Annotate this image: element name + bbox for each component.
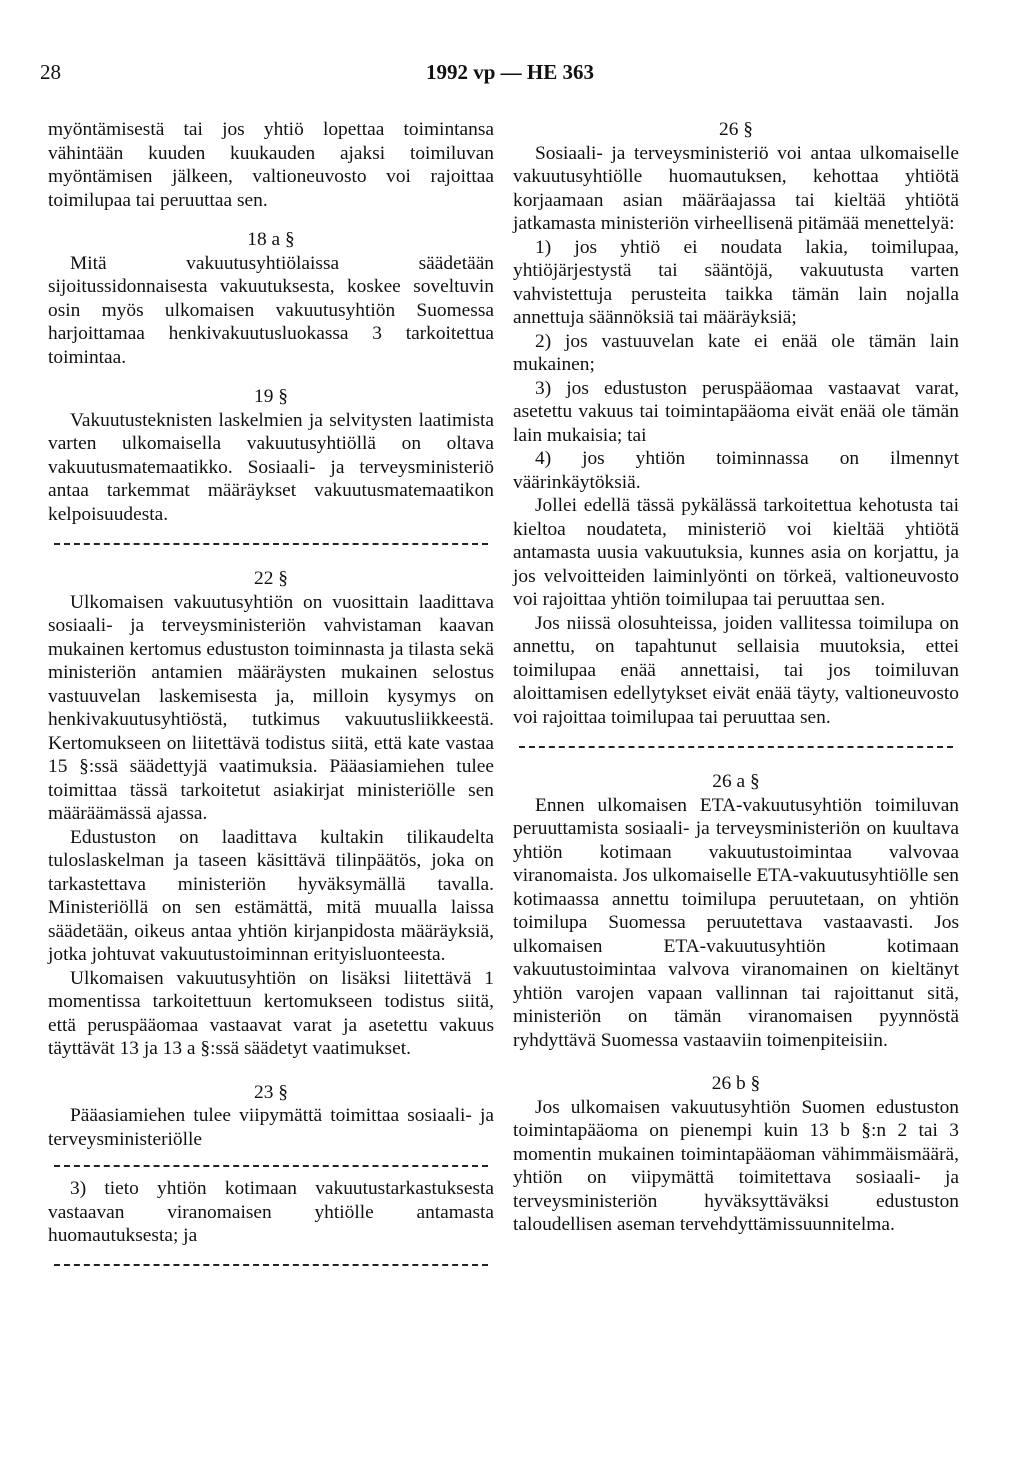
paragraph: Vakuutusteknisten laskelmien ja selvitysten laatimista varten ulkomaisella vakuutusyhtiöllä on oltava vakuutusmatemaatikko. Sosiaali- ja terveysministeriö antaa tarkemmat määräykset vakuutusmatemaatikon kelpoisuudesta.: [48, 409, 494, 525]
section-heading-18a: 18 a §: [247, 229, 295, 250]
right-column: [513, 118, 959, 1237]
paragraph: Edustuston on laadittava kultakin tilikaudelta tuloslaskelman ja taseen käsittävä tilinpäätös, joka on tarkastettava ministeriön hyväksymällä tavalla. Ministeriöllä on sen estämättä, mitä muualla laissa säädetään, oikeus antaa yhtiön kirjanpidosta määräyksiä, jotka johtuvat vakuutustoiminnan erityisluonteesta.: [48, 826, 494, 965]
paragraph: Ulkomaisen vakuutusyhtiön on vuosittain laadittava sosiaali- ja terveysministeriön vahvistaman kaavan mukainen kertomus edustuston toiminnasta ja tilasta sekä ministeriön antamien määräysten mukainen selostus vastuuvelan laskemisesta ja, milloin kysymys on henkivakuutusyhtiöstä, tutkimus vakuutusliikkeestä. Kertomukseen on liitettävä todistus siitä, että kate vastaa 15 §:ssä säädettyjä vaatimuksia. Pääasiamiehen tulee toimittaa tässä tarkoitetut asiakirjat ministeriölle sen määräämässä ajassa.: [48, 591, 494, 824]
list-item: 3) tieto yhtiön kotimaan vakuutustarkastuksesta vastaavan viranomaisen yhtiölle antamasta huomautuksesta; ja: [48, 1178, 494, 1246]
paragraph: Pääasiamiehen tulee viipymättä toimittaa sosiaali- ja terveysministeriölle: [48, 1105, 494, 1150]
section-heading-26: 26 §: [719, 119, 753, 140]
list-item: 2) jos vastuuvelan kate ei enää ole tämän lain mukainen;: [513, 330, 959, 375]
paragraph: myöntämisestä tai jos yhtiö lopettaa toimintansa vähintään kuuden kuukauden ajaksi toimiluvan myöntämisen jälkeen, valtioneuvosto voi rajoittaa toimilupaa tai peruuttaa sen.: [48, 119, 494, 211]
list-item: 3) jos edustuston peruspääomaa vastaavat varat, asetettu vakuus tai toimintapääoma eivät enää ole tämän lain mukaisia; tai: [513, 377, 959, 446]
paragraph: Sosiaali- ja terveysministeriö voi antaa ulkomaiselle vakuutusyhtiölle huomautuksen, kehottaa yhtiötä korjaamaan asian määräajassa tai kieltää yhtiötä jatkamasta ministeriön virheellisenä pitämää menettelyä:: [513, 142, 959, 234]
paragraph: Mitä vakuutusyhtiölaissa säädetään sijoitussidonnaisesta vakuutuksesta, koskee soveltuvin osin myös ulkomaisen vakuutusyhtiön Suomessa harjoittamaa henkivakuutusluokassa 3 tarkoitettua toimintaa.: [48, 252, 494, 368]
omission-rule: [54, 1165, 488, 1167]
paragraph: Jollei edellä tässä pykälässä tarkoitettua kehotusta tai kieltoa noudateta, ministeriö voi kieltää yhtiötä antamasta uusia vakuutuksia, kunnes asia on korjattu, ja jos velvoitteiden laiminlyönti on törkeä, valtioneuvosto voi rajoittaa yhtiön toimilupaa tai peruuttaa sen.: [513, 495, 959, 610]
running-head: 1992 vp — HE 363: [425, 60, 595, 84]
page-number: 28: [40, 60, 61, 84]
paragraph: Jos niissä olosuhteissa, joiden vallitessa toimilupa on annettu, on tapahtunut sellaisia muutoksia, ettei toimilupaa enää annettaisi, tai jos toimiluvan aloittamisen edellytykset eivät enää täyty, valtioneuvosto voi rajoittaa toimilupaa tai peruuttaa sen.: [513, 612, 959, 728]
omission-rule: [54, 1264, 488, 1266]
paragraph: Ulkomaisen vakuutusyhtiön on lisäksi liitettävä 1 momentissa tarkoitettuun kertomukseen todistus siitä, että peruspääomaa vastaavat varat ja asetettu vakuus täyttävät 13 ja 13 a §:ssä säädetyt vaatimukset.: [48, 967, 494, 1059]
omission-rule: [54, 543, 488, 545]
list-item: 1) jos yhtiö ei noudata lakia, toimilupaa, yhtiöjärjestystä tai sääntöjä, vakuutusta varten vahvistettuja perusteita taikka tämän lain nojalla annettuja säännöksiä tai määräyksiä;: [513, 236, 959, 328]
list-item: 4) jos yhtiön toiminnassa on ilmennyt väärinkäytöksiä.: [513, 448, 959, 493]
section-heading-22: 22 §: [254, 568, 288, 589]
left-column: [48, 118, 494, 1266]
section-heading-26a: 26 a §: [712, 771, 760, 792]
page-header: [40, 60, 980, 90]
paragraph: Ennen ulkomaisen ETA-vakuutusyhtiön toimiluvan peruuttamista sosiaali- ja terveysministeriön on kuultava yhtiön kotimaan vakuutustoimintaa valvovaa viranomaista. Jos ulkomaiselle ETA-vakuutusyhtiölle sen kotimaassa annettu toimilupa peruutetaan, on yhtiön toimilupa Suomessa peruutettava vastaavasti. Jos ulkomaisen ETA-vakuutusyhtiön kotimaan vakuutustoimintaa valvova viranomainen on kieltänyt yhtiön varojen vapaan vallinnan tai rajoittanut sitä, ministeriön on tämän viranomaisen pyynnöstä ryhdyttävä Suomessa vastaaviin toimenpiteisiin.: [513, 794, 959, 1051]
section-heading-26b: 26 b §: [711, 1073, 761, 1094]
section-heading-19: 19 §: [254, 386, 288, 407]
section-heading-23: 23 §: [254, 1081, 288, 1103]
omission-rule: [519, 746, 953, 748]
paragraph: Jos ulkomaisen vakuutusyhtiön Suomen edustuston toimintapääoma on pienempi kuin 13 b §:n 2 tai 3 momentin mukainen toimintapääoman vähimmäismäärä, yhtiön on viipymättä toimitettava sosiaali- ja terveysministeriön hyväksyttäväksi edustuston taloudellisen aseman tervehdyttämissuunnitelma.: [513, 1096, 959, 1235]
